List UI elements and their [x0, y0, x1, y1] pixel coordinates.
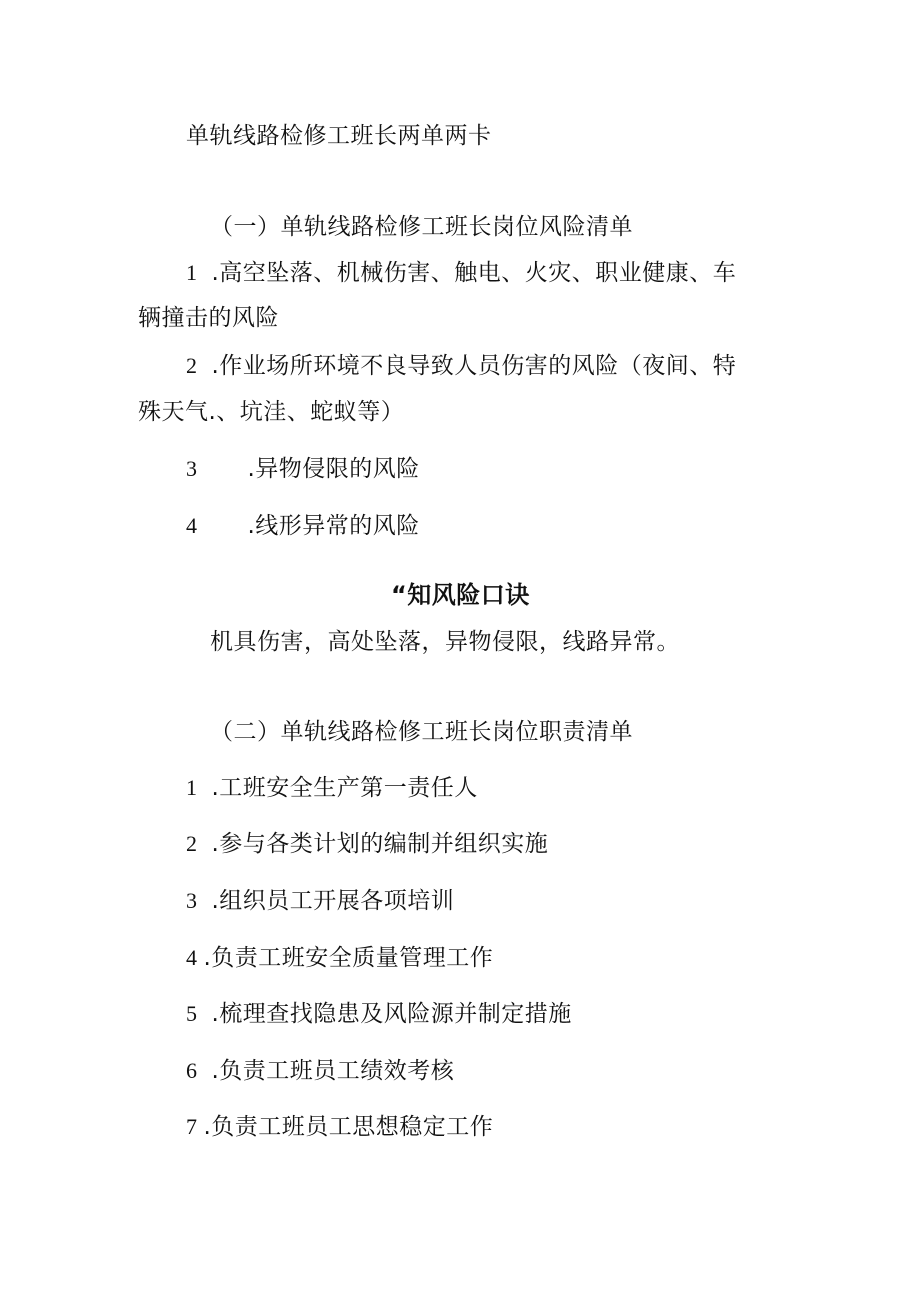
- risk-item-2-line-2: 殊天气.、坑洼、蛇蚁等）: [138, 399, 405, 425]
- duty-item-4: [186, 943, 493, 973]
- duty-item-6-number: 6: [186, 1058, 198, 1083]
- duty-item-4-number: 4: [186, 945, 198, 970]
- duty-item-3: [186, 886, 454, 916]
- duty-item-1-text: .工班安全生产第一责任人: [211, 775, 478, 801]
- risk-item-2-number: 2: [186, 353, 198, 378]
- risk-item-4-number: 4: [186, 513, 198, 538]
- duty-item-5-number: 5: [186, 1001, 198, 1026]
- risk-item-2-line-1: [186, 351, 736, 381]
- duty-item-3-text: .组织员工开展各项培训: [211, 888, 455, 914]
- duty-item-1-number: 1: [186, 775, 198, 800]
- duty-item-7-text: .负责工班员工思想稳定工作: [203, 1114, 494, 1140]
- risk-item-2-text: .作业场所环境不良导致人员伤害的风险（夜间、特: [211, 353, 737, 379]
- risk-item-1-number: 1: [186, 260, 198, 285]
- duty-item-3-number: 3: [186, 888, 198, 913]
- duty-item-4-text: .负责工班安全质量管理工作: [203, 945, 494, 971]
- risk-item-3-text: .异物侵限的风险: [247, 456, 420, 482]
- duty-item-6-text: .负责工班员工绩效考核: [211, 1058, 455, 1084]
- duty-item-7: [186, 1112, 493, 1142]
- duty-item-2-number: 2: [186, 831, 198, 856]
- risk-item-1-line-2: 辆撞击的风险: [138, 305, 279, 331]
- duty-item-5: [186, 999, 572, 1029]
- duty-item-2-text: .参与各类计划的编制并组织实施: [211, 831, 549, 857]
- duty-item-7-number: 7: [186, 1114, 198, 1139]
- risk-item-1-line-1: [186, 258, 736, 288]
- document-title: 单轨线路检修工班长两单两卡: [186, 123, 492, 149]
- risk-section-heading: （一）单轨线路检修工班长岗位风险清单: [210, 214, 633, 240]
- mnemonic-title: “知风险口诀: [391, 581, 530, 609]
- duty-item-6: [186, 1056, 454, 1086]
- duty-item-1: [186, 773, 478, 803]
- risk-item-3: [186, 454, 420, 484]
- duty-item-5-text: .梳理查找隐患及风险源并制定措施: [211, 1001, 572, 1027]
- duty-item-2: [186, 829, 548, 859]
- duty-section-heading: （二）单轨线路检修工班长岗位职责清单: [210, 719, 633, 745]
- risk-item-4: [186, 511, 420, 541]
- risk-item-1-text: .高空坠落、机械伤害、触电、火灾、职业健康、车: [211, 260, 737, 286]
- mnemonic-text: 机具伤害，高处坠落，异物侵限，线路异常。: [210, 629, 680, 655]
- risk-item-3-number: 3: [186, 456, 198, 481]
- risk-item-4-text: .线形异常的风险: [247, 513, 420, 539]
